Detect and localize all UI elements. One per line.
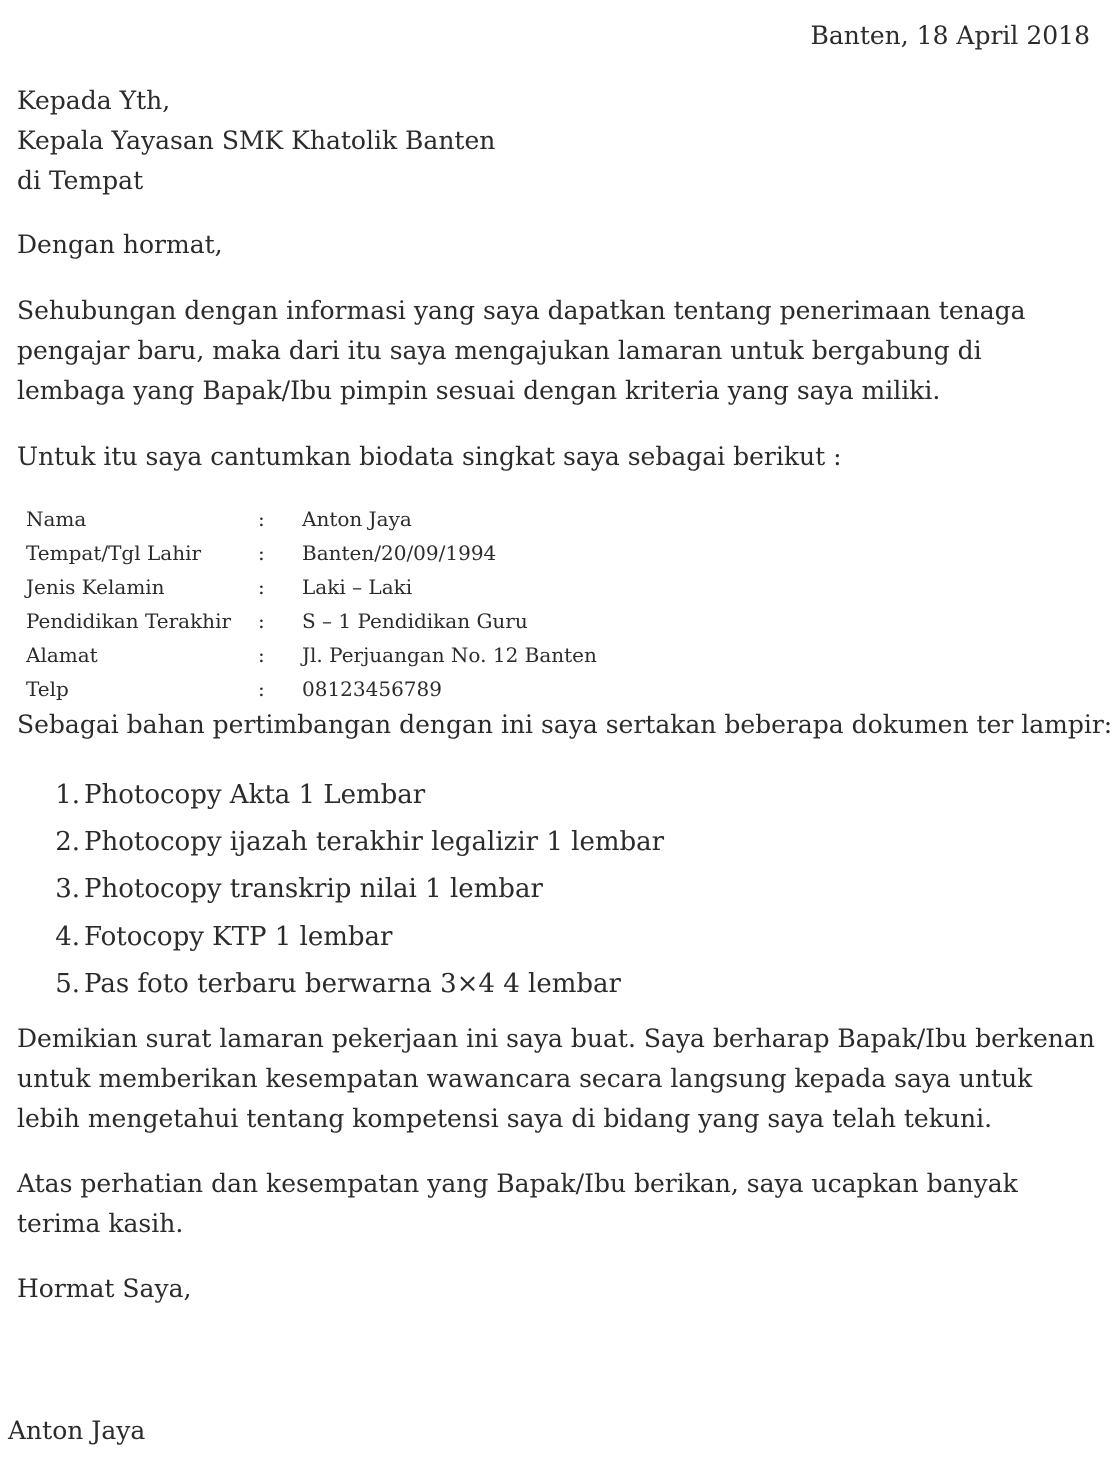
list-item-text: Photocopy transkrip nilai 1 lembar bbox=[84, 874, 543, 905]
recipient-line-1: Kepada Yth, bbox=[17, 86, 171, 115]
biodata-label: Nama bbox=[26, 507, 87, 531]
biodata-label: Telp bbox=[26, 677, 69, 701]
biodata-value: Laki – Laki bbox=[302, 575, 413, 599]
biodata-table bbox=[26, 502, 726, 706]
biodata-row bbox=[26, 638, 726, 672]
biodata-colon: : bbox=[258, 643, 265, 667]
list-item-number: 3. bbox=[55, 874, 80, 905]
biodata-row bbox=[26, 536, 726, 570]
biodata-value: 08123456789 bbox=[302, 677, 442, 701]
list-item-text: Photocopy Akta 1 Lembar bbox=[84, 780, 426, 810]
biodata-colon: : bbox=[258, 609, 265, 633]
biodata-colon: : bbox=[258, 575, 265, 599]
biodata-label: Alamat bbox=[26, 643, 98, 667]
biodata-row bbox=[26, 570, 726, 604]
biodata-value: Jl. Perjuangan No. 12 Banten bbox=[302, 643, 597, 667]
biodata-label: Pendidikan Terakhir bbox=[26, 609, 232, 633]
list-item-text: Fotocopy KTP 1 lembar bbox=[84, 921, 393, 952]
recipient-line-3: di Tempat bbox=[17, 166, 144, 195]
list-item-text: Pas foto terbaru berwarna 3×4 4 lembar bbox=[84, 968, 621, 999]
biodata-row bbox=[26, 604, 726, 638]
list-item bbox=[40, 866, 740, 913]
biodata-row bbox=[26, 502, 726, 536]
biodata-colon: : bbox=[258, 677, 265, 701]
biodata-value: Anton Jaya bbox=[302, 507, 412, 531]
salutation: Dengan hormat, bbox=[17, 230, 223, 259]
biodata-label: Jenis Kelamin bbox=[26, 575, 165, 599]
closing-paragraph-2: Atas perhatian dan kesempatan yang Bapak/Ibu berikan, saya ucapkan banyak terima kasih. bbox=[17, 1169, 1018, 1238]
list-item-number: 2. bbox=[55, 827, 80, 858]
closing-paragraph-1: Demikian surat lamaran pekerjaan ini saya buat. Saya berharap Bapak/Ibu berkenan untuk memberikan kesempatan wawancara secara langsung kepada saya untuk lebih mengetahui tentang kompetensi saya di bidang yang saya telah tekuni. bbox=[17, 1024, 1095, 1133]
list-item-number: 1. bbox=[55, 780, 80, 810]
list-item bbox=[40, 772, 740, 819]
documents-intro: Sebagai bahan pertimbangan dengan ini saya sertakan beberapa dokumen ter lampir: bbox=[17, 710, 1113, 739]
biodata-value: S – 1 Pendidikan Guru bbox=[302, 609, 528, 633]
recipient-block bbox=[17, 81, 1097, 201]
biodata-intro: Untuk itu saya cantumkan biodata singkat saya sebagai berikut : bbox=[17, 442, 842, 471]
biodata-row bbox=[26, 672, 726, 706]
list-item-number: 5. bbox=[55, 968, 80, 999]
list-item-text: Photocopy ijazah terakhir legalizir 1 lembar bbox=[84, 827, 665, 858]
sign-off: Hormat Saya, bbox=[17, 1274, 192, 1303]
signature-name: Anton Jaya bbox=[8, 1416, 146, 1445]
list-item bbox=[40, 914, 740, 961]
biodata-colon: : bbox=[258, 507, 265, 531]
recipient-line-2: Kepala Yayasan SMK Khatolik Banten bbox=[17, 126, 496, 155]
biodata-colon: : bbox=[258, 541, 265, 565]
date-line: Banten, 18 April 2018 bbox=[810, 21, 1090, 50]
biodata-value: Banten/20/09/1994 bbox=[302, 541, 497, 565]
biodata-label: Tempat/Tgl Lahir bbox=[26, 541, 202, 565]
intro-paragraph: Sehubungan dengan informasi yang saya dapatkan tentang penerimaan tenaga pengajar baru, maka dari itu saya mengajukan lamaran untuk bergabung di lembaga yang Bapak/Ibu pimpin sesuai dengan kriteria yang saya miliki. bbox=[17, 296, 1026, 405]
list-item bbox=[40, 819, 740, 866]
list-item bbox=[40, 961, 740, 1008]
list-item-number: 4. bbox=[55, 921, 80, 952]
documents-list bbox=[40, 772, 740, 1008]
